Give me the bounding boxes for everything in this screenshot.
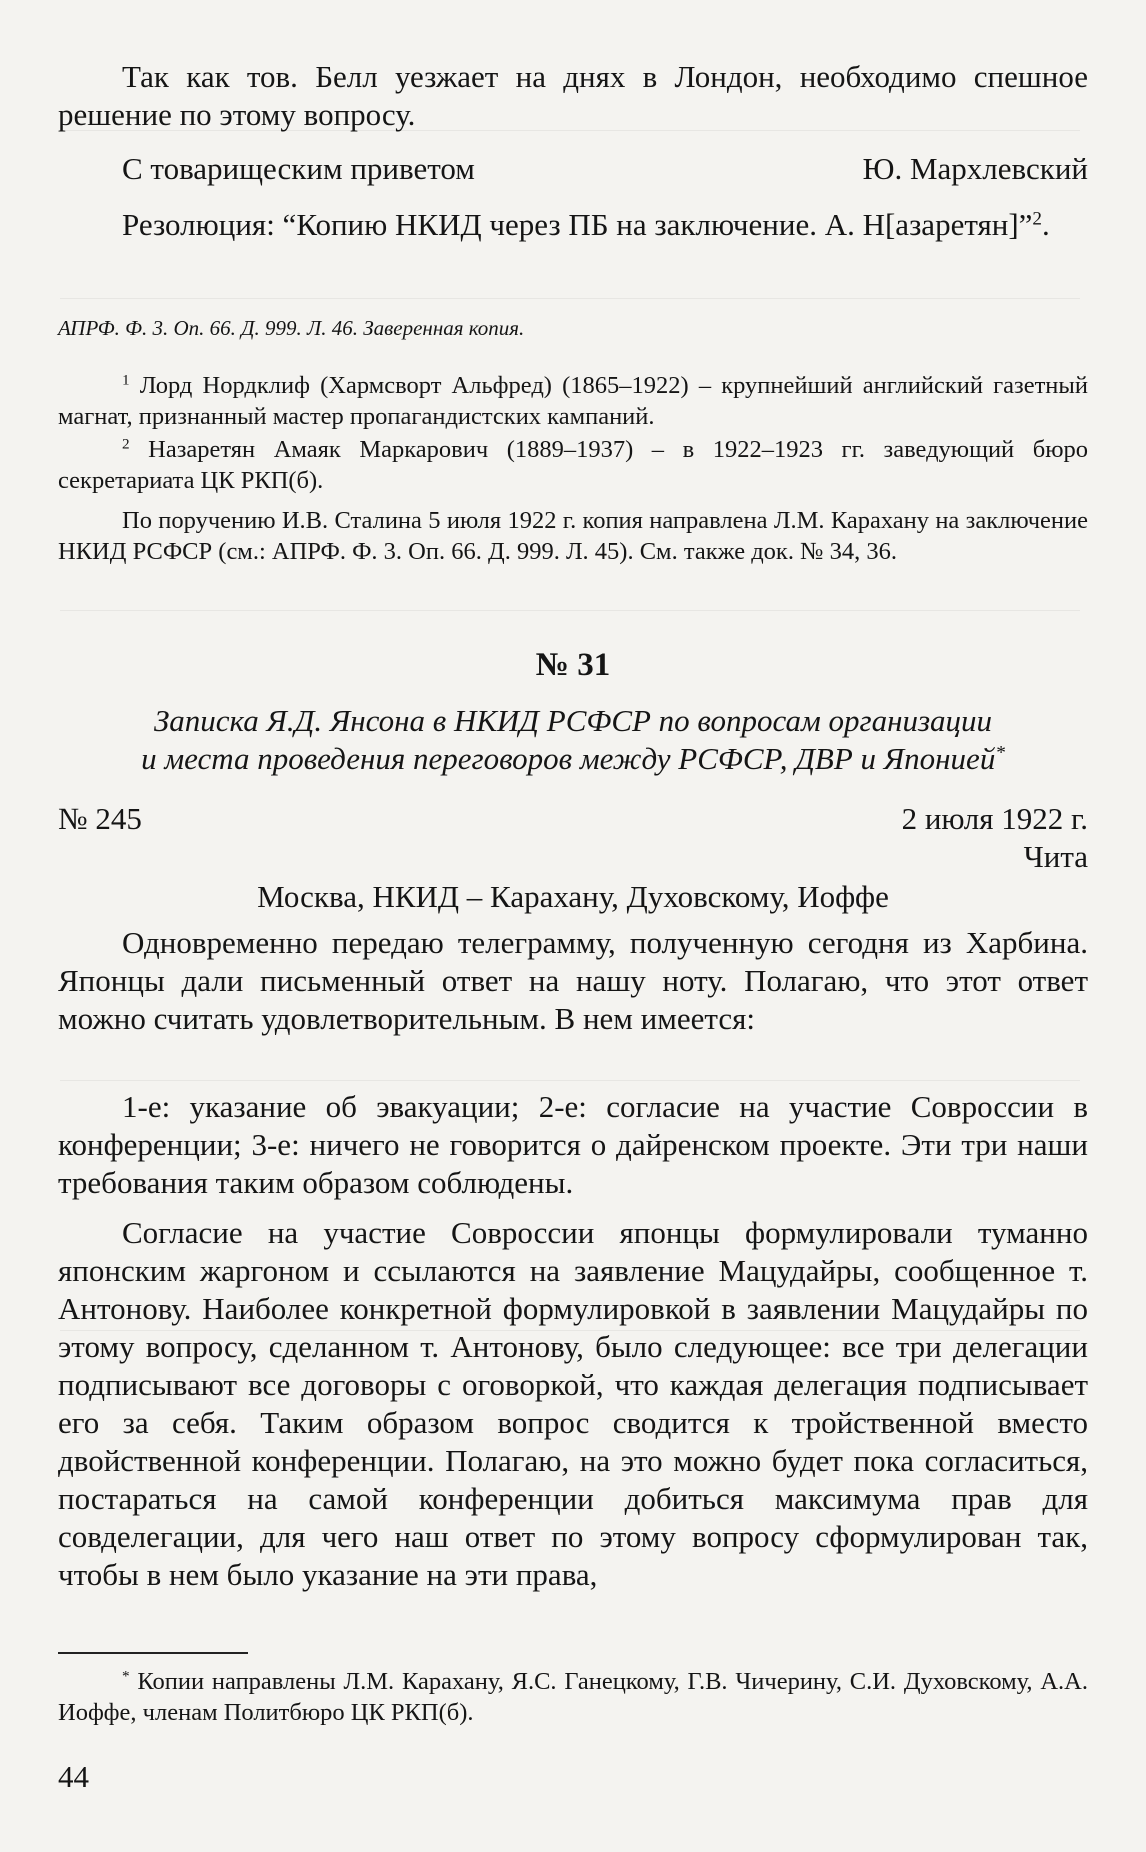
document-title [58, 702, 1088, 778]
footnote-mark: 2 [122, 435, 130, 453]
footnote-divider [58, 1652, 248, 1654]
registration-number: № 245 [58, 801, 142, 836]
addressee: Москва, НКИД – Карахану, Духовскому, Иоффе [257, 879, 889, 914]
signature-line [58, 150, 1088, 188]
body-paragraph: 1-е: указание об эвакуации; 2-е: согласие на участие Совроссии в конференции; 3-е: ничего не говорится о дайренском проекте. Эти три наши требования таким образом соблюдены. [58, 1089, 1088, 1200]
footnote-text: Лорд Нордклиф (Хармсворт Альфред) (1865–1922) – крупнейший английский газетный магнат, признанный мастер пропагандистских кампаний. [58, 372, 1088, 430]
footnote-ref: 2 [1032, 208, 1043, 230]
footnote-1 [58, 370, 1088, 432]
greeting: С товарищеским приветом [122, 151, 475, 186]
archival-reference: АПРФ. Ф. 3. Оп. 66. Д. 999. Л. 46. Заверенная копия. [58, 316, 525, 340]
resolution-text: Резолюция: “Копию НКИД через ПБ на заключение. А. Н[азаретян]” [122, 207, 1033, 242]
bottom-footnote [58, 1666, 1088, 1728]
bleed-through-line [60, 1080, 1080, 1081]
footnote-2 [58, 434, 1088, 496]
resolution: Резолюция: “Копию НКИД через ПБ на заключение. А. Н[азаретян]”$^2$. [122, 207, 1050, 242]
body-paragraph: Согласие на участие Совроссии японцы формулировали туманно японским жаргоном и ссылаются на заявление Мацудайры, сообщенное т. Антонову. Наиболее конкретной формулировкой в заявлении Мацудайры по этому вопросу, сделанном т. Антонову, было следующее: все три делегации подписывают все договоры с оговоркой, что каждая делегация подписывает его за себя. Таким образом вопрос сводится к тройственной вместо двойственной конференции. Полагаю, на это можно будет пока согласиться, постараться на самой конференции добиться максимума прав для совделегации, для чего наш ответ по этому вопросу сформулирован так, чтобы в нем было указание на эти права, [58, 1215, 1088, 1592]
signatory: Ю. Мархлевский [862, 151, 1088, 186]
bleed-through-line [60, 298, 1080, 299]
document-date: 2 июля 1922 г. [901, 801, 1088, 836]
document-place: Чита [1023, 839, 1088, 874]
footnote-text: Назаретян Амаяк Маркарович (1889–1937) – в 1922–1923 гг. заведующий бюро секретариата ЦК РКП(б). [58, 436, 1088, 494]
document-title-line: Записка Я.Д. Янсона в НКИД РСФСР по вопросам организации [153, 703, 993, 738]
document-title-line: и места проведения переговоров между РСФСР, ДВР и Японией* [141, 741, 1005, 776]
footnote-text: Копии направлены Л.М. Карахану, Я.С. Ганецкому, Г.В. Чичерину, С.И. Духовскому, А.А. Иоффе, членам Политбюро ЦК РКП(б). [58, 1668, 1088, 1726]
editorial-note: По поручению И.В. Сталина 5 июля 1922 г. копия направлена Л.М. Карахану на заключение НКИД РСФСР (см.: АПРФ. Ф. 3. Оп. 66. Д. 999. Л. 45). См. также док. № 34, 36. [58, 507, 1088, 565]
registration-row [58, 800, 1088, 838]
footnote-mark: * [122, 1667, 130, 1685]
bleed-through-line [60, 610, 1080, 611]
page-number: 44 [58, 1759, 89, 1794]
footnote-mark: 1 [122, 371, 130, 389]
continuation-paragraph [58, 58, 1088, 134]
body-paragraph: Одновременно передаю телеграмму, полученную сегодня из Харбина. Японцы дали письменный ответ на нашу ноту. Полагаю, что этот ответ можно считать удовлетворительным. В нем имеется: [58, 925, 1088, 1036]
continuation-text: Так как тов. Белл уезжает на днях в Лондон, необходимо спешное решение по этому вопросу. [58, 59, 1088, 132]
document-number: № 31 [535, 647, 611, 683]
footnote-ref: * [995, 742, 1005, 764]
